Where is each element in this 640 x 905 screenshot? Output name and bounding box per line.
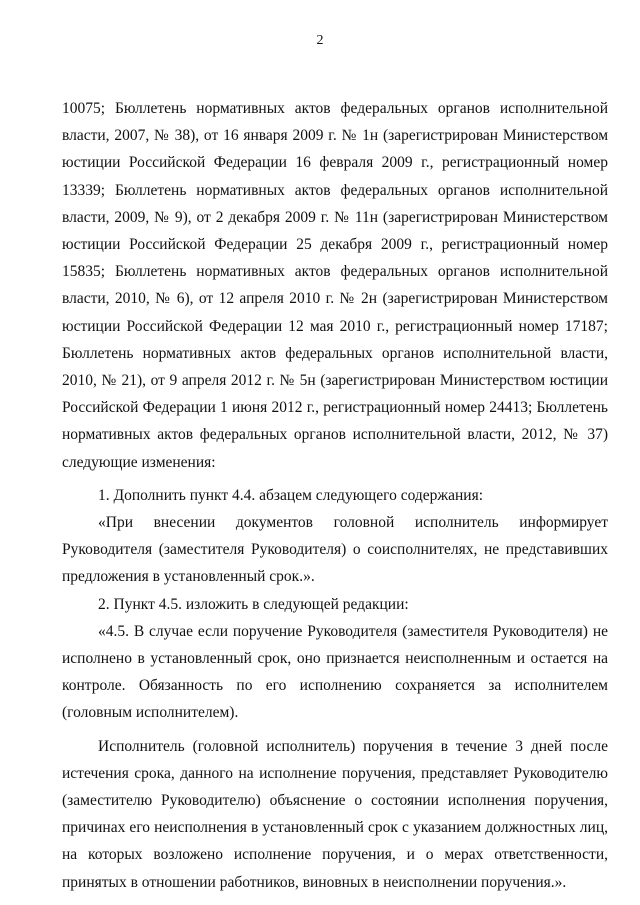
document-body xyxy=(62,95,608,896)
paragraph-quote-3: Исполнитель (головной исполнитель) поручения в течение 3 дней после истечения срока, данного на исполнение поручения, представляет Руководителю (заместителю Руководителю) объяснение о состоянии исполнения поручения, причинах его неисполнения в установленный срок с указанием должностных лиц, на которых возложено исполнение поручения, и о мерах ответственности, принятых в отношении работников, виновных в неисполнении поручения.». xyxy=(62,737,608,891)
page-number: 2 xyxy=(316,33,324,48)
paragraph-quote-1: «При внесении документов головной исполнитель информирует Руководителя (заместителя Руководителя) о соисполнителях, не представивших предложения в установленный срок.». xyxy=(62,514,608,586)
paragraph-continuation: 10075; Бюллетень нормативных актов федеральных органов исполнительной власти, 2007, № 38), от 16 января 2009 г. № 1н (зарегистрирован Министерством юстиции Российской Федерации 16 февраля 2009 г., регистрационный номер 13339; Бюллетень нормативных актов федеральных органов исполнительной власти, 2009, № 9), от 2 декабря 2009 г. № 11н (зарегистрирован Министерством юстиции Российской Федерации 25 декабря 2009 г., регистрационный номер 15835; Бюллетень нормативных актов федеральных органов исполнительной власти, 2010, № 6), от 12 апреля 2010 г. № 2н (зарегистрирован Министерством юстиции Российской Федерации 12 мая 2010 г., регистрационный номер 17187; Бюллетень нормативных актов федеральных органов исполнительной власти, 2010, № 21), от 9 апреля 2012 г. № 5н (зарегистрирован Министерством юстиции Российской Федерации 1 июня 2012 г., регистрационный номер 24413; Бюллетень нормативных актов федеральных органов исполнительной власти, 2012, № 37) следующие изменения: xyxy=(62,100,608,471)
paragraph-quote-2: «4.5. В случае если поручение Руководителя (заместителя Руководителя) не исполнено в установленный срок, оно признается неисполненным и остается на контроле. Обязанность по его исполнению сохраняется за исполнителем (головным исполнителем). xyxy=(62,622,608,722)
paragraph-item-1: 1. Дополнить пункт 4.4. абзацем следующего содержания: xyxy=(98,486,484,504)
paragraph-item-2: 2. Пункт 4.5. изложить в следующей редакции: xyxy=(98,595,409,613)
